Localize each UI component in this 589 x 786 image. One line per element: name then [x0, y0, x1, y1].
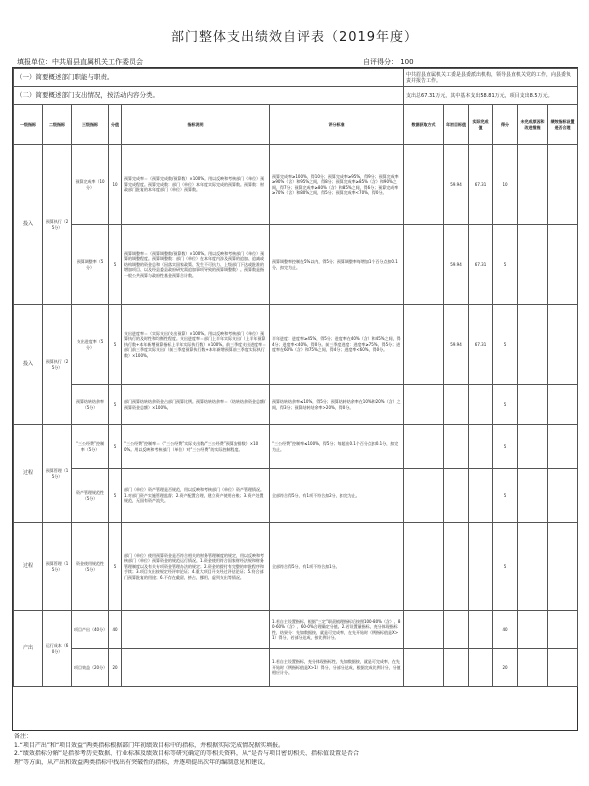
note-line: 1.“项目产出”和“项目效益”两类指标根据部门年初绩效目标中的指标，并根据实际完成情况据实填报。	[14, 741, 285, 749]
description-cell: 部门（单位）使用预算资金是否符合相关的财务管理制度的规定，用以反映和考核部门（单位）预算资金的规范运行情况。1.资金使用符合国家财经法规和财务管理制度以及有关专项资金管理办法的规定；2.资金的拨付有完整的审批程序和手续；3.项目支出按规定经评审论证；4.重大项目开支经过评估论证；5.符合部门预算批复的用途；6.不存在截留、挤占、挪用、虚列支出等情况。	[122, 523, 270, 611]
notes	[14, 733, 574, 767]
target-cell	[444, 523, 469, 611]
reason-cell	[518, 611, 548, 649]
table-row	[14, 385, 578, 425]
actual-cell	[469, 469, 493, 523]
table-row	[14, 145, 578, 225]
level2-cell: 运行成本（60分）	[43, 611, 72, 687]
description-cell: 部门预算结转结余资金占部门预算比例。预算结转结余率＝（结转结余资金总额/预算资金总额）×100%。	[122, 385, 270, 425]
reason-cell	[518, 305, 548, 385]
level3-cell: 支出进度率（5分）	[72, 305, 109, 385]
points-cell: 5	[109, 305, 122, 385]
target-cell	[444, 425, 469, 469]
target-cell: 59.94	[444, 225, 469, 305]
level3-cell: 预算调整率（5分）	[72, 225, 109, 305]
actual-cell	[469, 649, 493, 687]
header-cell: 一级指标	[14, 105, 43, 145]
got-score-cell: 5	[493, 523, 518, 611]
page-title: 部门整体支出绩效自评表（2019年度）	[170, 30, 419, 45]
standard-cell: 预算结转结余率≤10%，得5分；预算结转结余率在10%和20%（含）之间，得3分；预算结转结余率>20%，得0分。	[270, 385, 404, 425]
points-cell: 5	[109, 425, 122, 469]
got-score-cell: 5	[493, 225, 518, 305]
section-row-1	[14, 69, 578, 87]
standard-cell: 1.若自主设置指标，充分体现指标性，先如数据按，就是可完成率，在先开始时（例指标值是X>1）得分，分部分达成，根据完成比例计分，分值相应计分。	[270, 649, 404, 687]
source-cell	[404, 385, 444, 425]
level2-cell: 预算管理（15分）	[43, 425, 72, 523]
description-cell: 支出进度率＝（实际支出/支出预算）×100%。用以反映和考核部门（单位）预算执行的及时性和均衡性程度。支出进度率＝部门上半年实际支出/（上半年预算执行数+本年新增预算指标上半年实际执行数）×100%。前三季度支出进度率＝部门前三季度实际支出/（前三季度预算执行数+本年新增预算前三季度实际执行数）×100%。	[122, 305, 270, 385]
points-cell: 20	[109, 649, 122, 687]
reason-cell	[518, 225, 548, 305]
points-cell: 40	[109, 611, 122, 649]
note-line: 备注：	[14, 733, 33, 740]
level3-cell: 预算结转结余率（5分）	[72, 385, 109, 425]
reason-cell	[518, 523, 548, 611]
points-cell: 5	[109, 523, 122, 611]
reasonable-cell	[548, 305, 578, 385]
section-row-2	[14, 87, 578, 105]
source-cell	[404, 425, 444, 469]
section-2-text: 支出总67.31万元，其中基本支出58.81万元，项目支出8.5万元。	[404, 87, 578, 105]
points-cell: 5	[109, 225, 122, 305]
reasonable-cell	[548, 385, 578, 425]
actual-cell: 67.31	[469, 225, 493, 305]
target-cell: 59.94	[444, 145, 469, 225]
reason-cell	[518, 649, 548, 687]
header-cell: 未完成原因和改进措施	[518, 105, 548, 145]
table-row	[14, 469, 578, 523]
standard-cell: 全部符合得5分，有1项不符合扣1分。	[270, 523, 404, 611]
level2-cell: 预算执行（25分）	[43, 305, 72, 425]
table-row	[14, 649, 578, 687]
source-cell	[404, 225, 444, 305]
level3-cell: 项目效益（20分）	[72, 649, 109, 687]
source-cell	[404, 611, 444, 649]
standard-cell: “三公经费”控制率≤100%，得5分；每超出0.1个百分点扣0.1分，扣完为止。	[270, 425, 404, 469]
level1-cell: 投入	[14, 305, 43, 425]
points-cell: 5	[109, 469, 122, 523]
header-cell: 绩效指标设置是否合理	[548, 105, 578, 145]
header-cell: 分值	[109, 105, 122, 145]
source-cell	[404, 145, 444, 225]
source-cell	[404, 649, 444, 687]
reason-cell	[518, 425, 548, 469]
description-cell	[122, 611, 270, 649]
target-cell	[444, 385, 469, 425]
got-score-cell: 10	[493, 145, 518, 225]
source-cell	[404, 523, 444, 611]
evaluation-table-frame	[12, 67, 578, 731]
level1-cell: 过程	[14, 523, 43, 611]
target-cell	[444, 611, 469, 649]
actual-cell	[469, 425, 493, 469]
target-cell: 59.94	[444, 305, 469, 385]
reason-cell	[518, 145, 548, 225]
description-cell: 预算调整率＝（预算调整数/预算数）×100%。用以反映和考核部门（单位）预算的调整程度。预算调整数：部门（单位）在本年度内涉及预算的追加、追减或结构调整的资金总和（因落实国家政策、发生不可抗力、上级部门下达或批准的增加项目、以及经县委县政府研究需追加事项导致的预算调整数）。预算数是指一般公共预算与政府性基金预算合计数。	[122, 225, 270, 305]
got-score-cell: 5	[493, 469, 518, 523]
actual-cell	[469, 523, 493, 611]
actual-cell: 67.31	[469, 305, 493, 385]
level3-cell: 项目产出（40分）	[72, 611, 109, 649]
table-row	[14, 611, 578, 649]
reasonable-cell	[548, 469, 578, 523]
table-row	[14, 425, 578, 469]
level3-cell: 资产管理规范性（5分）	[72, 469, 109, 523]
note-line: 理”等方面，从产出和效益两类指标中找出有突破性的指标，并逐项提出次年的编制意见和建议。	[14, 758, 270, 766]
got-score-cell: 5	[493, 305, 518, 385]
target-cell	[444, 649, 469, 687]
actual-cell	[469, 385, 493, 425]
source-cell	[404, 469, 444, 523]
description-cell: 部门（单位）资产管理是否规范，用以反映和考核部门（单位）资产管理情况。1.对部门资产实施管理监督；2.资产配置合理，建立资产使用台账；3.资产处置规范，无国有资产流失。	[122, 469, 270, 523]
header-cell: 得分	[493, 105, 518, 145]
reasonable-cell	[548, 523, 578, 611]
got-score-cell: 5	[493, 385, 518, 425]
points-cell: 5	[109, 385, 122, 425]
standard-cell: 预算调整率控制在5%以内，得5分；预算调整率每增加1个百分点扣0.1分，扣完为止。	[270, 225, 404, 305]
level3-cell: 预算完成率（10分）	[72, 145, 109, 225]
got-score-cell: 5	[493, 425, 518, 469]
description-cell: “三公经费”控制率＝（“三公经费”实际支出数/“三公经费”预算安排数）×100%。用以反映和考核部门（单位）对“三公经费”的实际控制程度。	[122, 425, 270, 469]
section-2-label: （二）简要概述部门支出情况，按活动内容分类。	[14, 87, 404, 105]
header-cell: 三级指标	[72, 105, 109, 145]
header-row	[14, 105, 578, 145]
header-cell: 年初目标值	[444, 105, 469, 145]
actual-cell	[469, 611, 493, 649]
target-cell	[444, 469, 469, 523]
standard-cell: 全部符合得5分，有1项不符合扣2分，扣完为止。	[270, 469, 404, 523]
reason-cell	[518, 385, 548, 425]
self-score: 自评得分： 100	[363, 58, 414, 66]
level1-cell: 过程	[14, 425, 43, 523]
level1-cell: 投入	[14, 145, 43, 305]
got-score-cell: 40	[493, 611, 518, 649]
actual-cell: 67.31	[469, 145, 493, 225]
header-cell: 数据获取方式	[404, 105, 444, 145]
got-score-cell: 20	[493, 649, 518, 687]
evaluation-table	[13, 68, 578, 687]
reasonable-cell	[548, 611, 578, 649]
standard-cell: 1.若自主设置指标，根据“三定”职责梳理指标后按照100-80%（含）、80-60%（含）、60-0%合理确定分值。2.若设置量指标，充分体现指标性，结果分：先如数据按，就是可完成率，在先开始时（例指标值是X>1）得分，若部分达成，按比例计分。	[270, 611, 404, 649]
reporting-unit: 填报单位：中共眉县直属机关工作委员会	[17, 58, 143, 66]
points-cell: 10	[109, 145, 122, 225]
note-line: 2.“绩效指标分解”是指参考历史数据、行业标准及绩效目标等研究确定的等相关资料，从“是否与项目密切相关、指标值设置是否合	[14, 750, 360, 757]
standard-cell: 预算完成率≥100%，得10分；预算完成率≥95%，得9分；预算完成率≥90%（含）和95%之间，得8分；预算完成率≥85%（含）和90%之间，得7分；预算完成率≥80%（含）和85%之间，得6分；预算完成率≥70%（含）和80%之间，得5分；预算完成率<70%，得0分。	[270, 145, 404, 225]
reason-cell	[518, 469, 548, 523]
level3-cell: 资金使用规范性（5分）	[72, 523, 109, 611]
table-row	[14, 305, 578, 385]
header-cell: 二级指标	[43, 105, 72, 145]
table-row	[14, 225, 578, 305]
level1-cell: 产出	[14, 611, 43, 687]
header-cell: 评分标准	[270, 105, 404, 145]
reasonable-cell	[548, 649, 578, 687]
standard-cell: 半年进度：进度率≥45%，得5分；进度率在40%（含）和45%之间，得4分；进度率<40%，得0分。前三季度进度：进度率≥75%，得5分；进度率在60%（含）和75%之间，得4分；进度率<60%，得0分。	[270, 305, 404, 385]
header-cell: 实际完成值	[469, 105, 493, 145]
reasonable-cell	[548, 425, 578, 469]
reasonable-cell	[548, 225, 578, 305]
section-1-label: （一）简要概述部门职能与职责。	[14, 69, 404, 87]
source-cell	[404, 305, 444, 385]
level3-cell: “三公经费”控制率（5分）	[72, 425, 109, 469]
description-cell	[122, 649, 270, 687]
level2-cell: 预算管理（15分）	[43, 523, 72, 611]
level2-cell: 预算执行（25分）	[43, 145, 72, 305]
header-cell: 指标说明	[122, 105, 270, 145]
description-cell: 预算完成率＝（预算完成数/预算数）×100%。用以反映和考核部门（单位）预算完成程度。预算完成数：部门（单位）本年度实际完成的预算数。预算数：财政部门批复的本年度部门（单位）预算数。	[122, 145, 270, 225]
table-row	[14, 523, 578, 611]
reasonable-cell	[548, 145, 578, 225]
section-1-text: 中共眉县直属机关工委是县委派出机构，领导县直机关党的工作，向县委负责并报告工作。	[404, 69, 578, 87]
